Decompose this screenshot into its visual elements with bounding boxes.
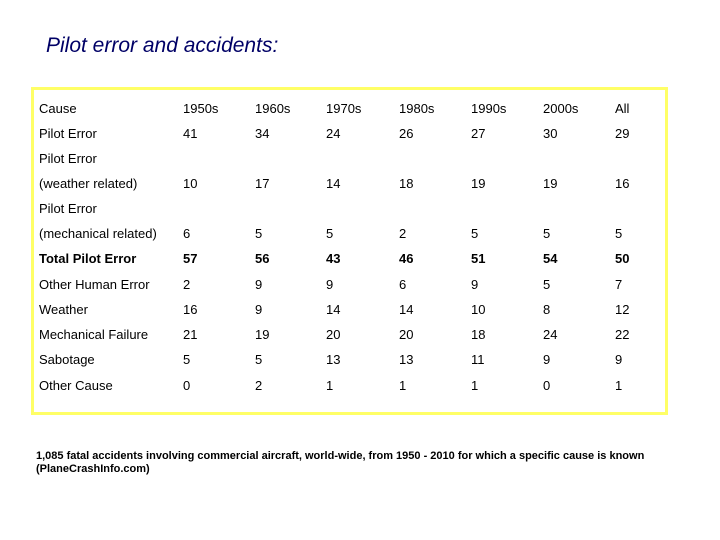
table-cell: 41 (183, 126, 198, 141)
table-cell: 19 (543, 176, 558, 191)
row-label: Pilot Error (39, 201, 97, 216)
table-cell: 16 (183, 302, 198, 317)
table-cell: 2 (255, 378, 263, 393)
table-cell: 50 (615, 251, 630, 266)
table-cell: 5 (255, 226, 263, 241)
table-cell: 46 (399, 251, 414, 266)
table-cell: 2 (399, 226, 407, 241)
table-cell: 9 (326, 277, 334, 292)
table-cell: 10 (183, 176, 198, 191)
row-label: Weather (39, 302, 88, 317)
row-label: Mechanical Failure (39, 327, 149, 342)
row-label: Pilot Error (39, 151, 97, 166)
table-cell: 13 (326, 352, 341, 367)
row-label: Total Pilot Error (39, 251, 137, 266)
table-row (34, 149, 665, 169)
table-cell: 1 (471, 378, 479, 393)
table-cell: 24 (543, 327, 558, 342)
table-cell: 26 (399, 126, 414, 141)
table-cell: 5 (255, 352, 263, 367)
table-cell: 14 (326, 176, 341, 191)
table-row (34, 376, 665, 396)
column-header-1950s: 1950s (183, 101, 219, 116)
table-cell: 16 (615, 176, 630, 191)
table-cell: 6 (399, 277, 407, 292)
row-label: Other Cause (39, 378, 113, 393)
table-cell: 12 (615, 302, 630, 317)
table-cell: 13 (399, 352, 414, 367)
table-cell: 9 (255, 302, 263, 317)
table-cell: 54 (543, 251, 558, 266)
table-cell: 24 (326, 126, 341, 141)
table-row (34, 174, 665, 194)
table-cell: 7 (615, 277, 623, 292)
table-row (34, 275, 665, 295)
table-row (34, 249, 665, 269)
column-header-1980s: 1980s (399, 101, 435, 116)
row-label: (weather related) (39, 176, 138, 191)
table-cell: 29 (615, 126, 630, 141)
table-row (34, 325, 665, 345)
table-row (34, 124, 665, 144)
table-cell: 9 (615, 352, 623, 367)
table-cell: 1 (615, 378, 623, 393)
table-cell: 8 (543, 302, 551, 317)
row-label: Pilot Error (39, 126, 97, 141)
table-cell: 18 (399, 176, 414, 191)
table-cell: 17 (255, 176, 270, 191)
table-cell: 9 (255, 277, 263, 292)
table-cell: 1 (326, 378, 334, 393)
table-cell: 19 (471, 176, 486, 191)
table-cell: 56 (255, 251, 270, 266)
table-cell: 5 (543, 277, 551, 292)
table-cell: 0 (543, 378, 551, 393)
column-header-1960s: 1960s (255, 101, 291, 116)
table-cell: 34 (255, 126, 270, 141)
table-cell: 9 (543, 352, 551, 367)
table-cell: 20 (399, 327, 414, 342)
table-cell: 51 (471, 251, 486, 266)
table-cell: 18 (471, 327, 486, 342)
table-cell: 11 (471, 352, 485, 367)
table-cell: 43 (326, 251, 341, 266)
table-row (34, 199, 665, 219)
table-cell: 57 (183, 251, 198, 266)
column-header-cause: Cause (39, 101, 77, 116)
table-cell: 6 (183, 226, 191, 241)
column-header-1970s: 1970s (326, 101, 362, 116)
row-label: Sabotage (39, 352, 95, 367)
table-row (34, 224, 665, 244)
table-cell: 22 (615, 327, 630, 342)
table-row (34, 350, 665, 370)
slide-title: Pilot error and accidents: (46, 34, 279, 57)
table-cell: 2 (183, 277, 191, 292)
accident-cause-table (31, 87, 668, 415)
table-cell: 30 (543, 126, 558, 141)
table-cell: 5 (183, 352, 191, 367)
table-cell: 14 (326, 302, 341, 317)
table-cell: 21 (183, 327, 198, 342)
table-header-row (34, 99, 665, 119)
table-cell: 10 (471, 302, 486, 317)
table-cell: 5 (615, 226, 623, 241)
row-label: Other Human Error (39, 277, 150, 292)
table-cell: 0 (183, 378, 191, 393)
table-cell: 1 (399, 378, 407, 393)
column-header-1990s: 1990s (471, 101, 507, 116)
source-footnote: 1,085 fatal accidents involving commercial aircraft, world-wide, from 1950 - 2010 for which a specific cause is known (PlaneCrashInfo.com) (36, 450, 645, 475)
table-cell: 5 (543, 226, 551, 241)
row-label: (mechanical related) (39, 226, 157, 241)
table-cell: 19 (255, 327, 270, 342)
table-cell: 20 (326, 327, 341, 342)
table-cell: 9 (471, 277, 479, 292)
table-cell: 27 (471, 126, 486, 141)
table-cell: 5 (471, 226, 479, 241)
table-cell: 5 (326, 226, 334, 241)
column-header-2000s: 2000s (543, 101, 579, 116)
table-cell: 14 (399, 302, 414, 317)
table-row (34, 300, 665, 320)
column-header-all: All (615, 101, 630, 116)
